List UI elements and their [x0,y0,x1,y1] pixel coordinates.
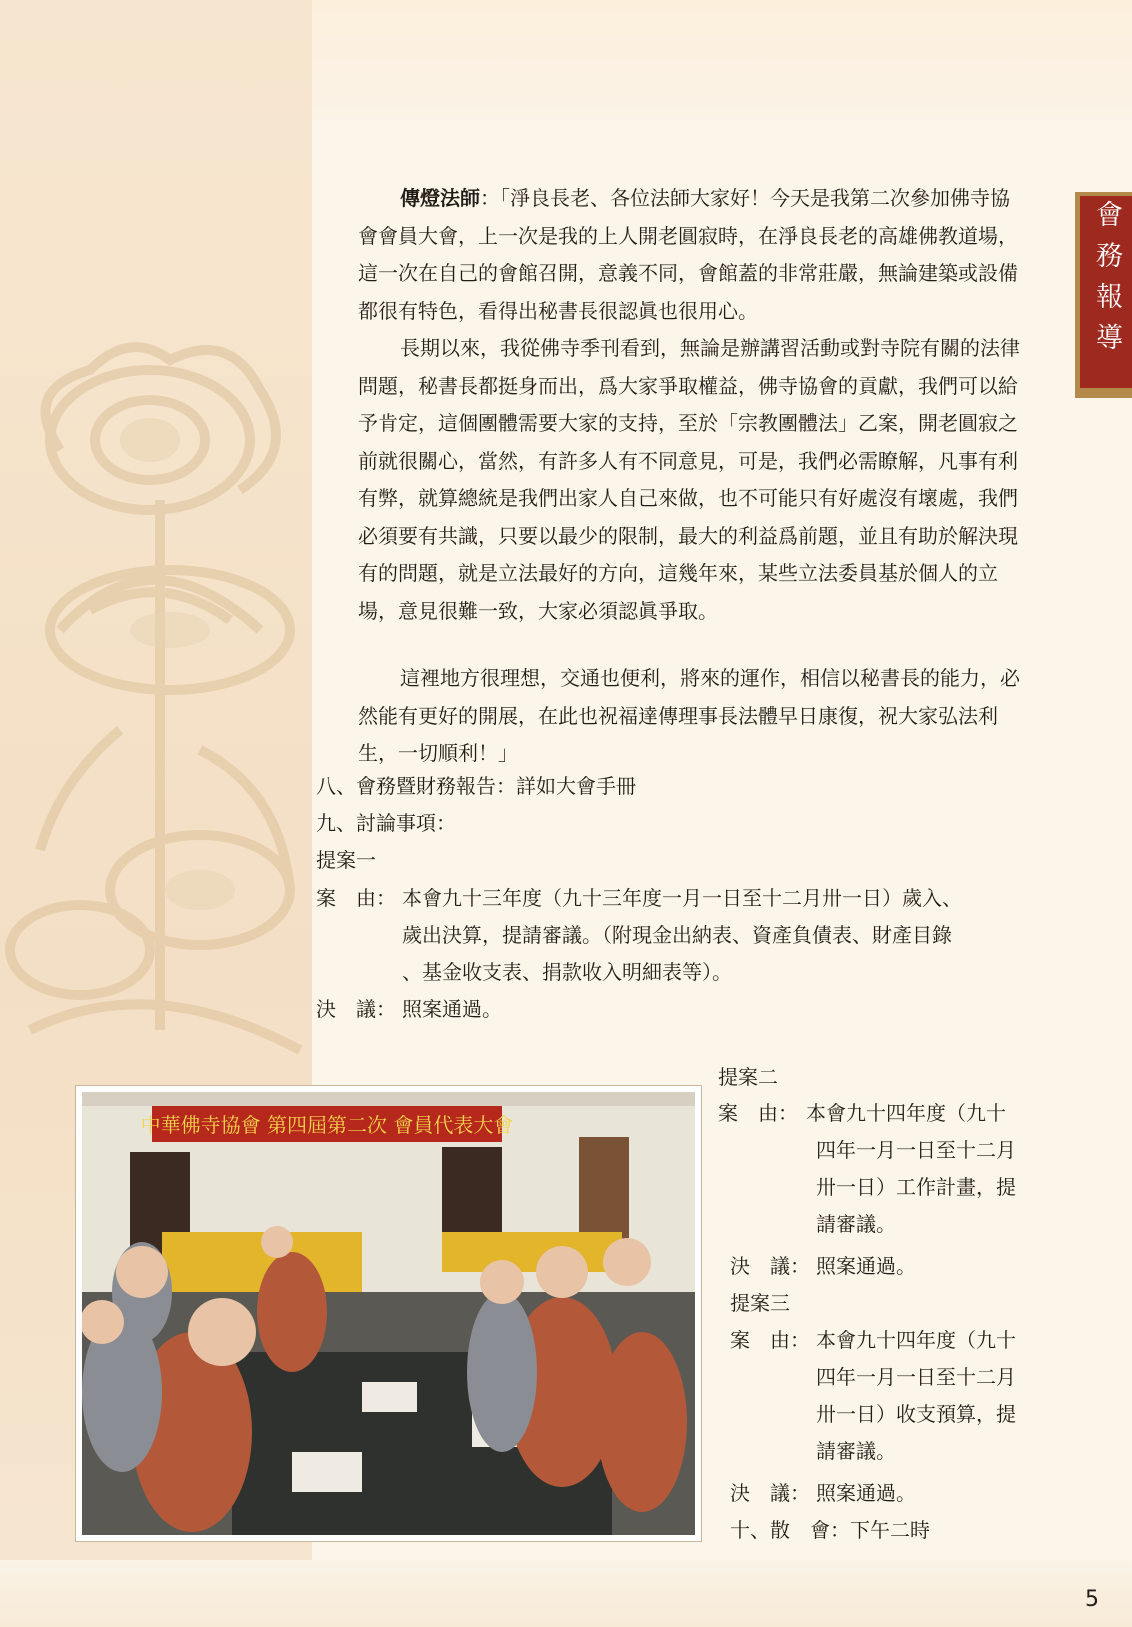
item-8: 八、會務暨財務報告：詳如大會手冊 [316,774,636,798]
proposal-2-resolution-label: 決 議： [730,1254,810,1278]
photo-banner-text: 中華佛寺協會 第四屆第二次 會員代表大會 [140,1113,514,1137]
bottom-decorative-band [0,1560,1132,1627]
meeting-scene-icon [82,1092,695,1535]
proposal-3-reason-line-3: 卅一日）收支預算，提 [816,1402,1016,1426]
proposal-1-reason-line-2: 歲出決算，提請審議。（附現金出納表、資產負債表、財產目錄 [402,923,952,947]
proposal-2-reason-line-3: 卅一日）工作計畫，提 [816,1175,1016,1199]
speech-text-1: ：「淨良長老、各位法師大家好！今天是我第二次參加佛寺協會會員大會，上一次是我的上人開老圓寂時，在淨良長老的高雄佛教道場，這一次在自己的會館召開，意義不同，會館蓋的非常莊嚴，無論建築或設備都很有特色，看得出秘書長很認眞也很用心。 [358,186,1018,323]
proposal-1-reason-label: 案 由： [316,886,396,910]
proposal-2-resolution: 照案通過。 [816,1254,916,1278]
speech-paragraph-3: 這裡地方很理想，交通也便利，將來的運作，相信以秘書長的能力，必然能有更好的開展，在此也祝福達傳理事長法體早日康復，祝大家弘法利生，一切順利！」 [358,666,1020,765]
proposal-3-title: 提案三 [730,1291,790,1315]
page-number: 5 [1085,1587,1099,1612]
proposal-2-reason-line-2: 四年一月一日至十二月 [816,1138,1016,1162]
meeting-photo-image [82,1092,695,1535]
speaker-name: 傳燈法師 [400,186,480,210]
proposal-2-reason-line-1: 本會九十四年度（九十 [806,1101,1006,1125]
speech-paragraph-1 [358,180,1028,330]
proposal-1-resolution: 照案通過。 [402,997,502,1021]
speech-paragraph-2: 長期以來，我從佛寺季刊看到，無論是辦講習活動或對寺院有關的法律問題，秘書長都挺身而出，爲大家爭取權益，佛寺協會的貢獻，我們可以給予肯定，這個團體需要大家的支持，至於「宗教團體法」乙案，開老圓寂之前就很關心，當然，有許多人有不同意見，可是，我們必需瞭解，凡事有利有弊，就算總統是我們出家人自己來做，也不可能只有好處沒有壞處，我們必須要有共識，只要以最少的限制，最大的利益爲前題，並且有助於解決現有的問題，就是立法最好的方向，這幾年來，某些立法委員基於個人的立場，意見很難一致，大家必須認眞爭取。 [358,336,1020,623]
proposal-3-reason-line-1: 本會九十四年度（九十 [816,1328,1016,1352]
proposal-3-reason-label: 案 由： [730,1328,810,1352]
proposal-2-reason-line-4: 請審議。 [816,1212,896,1236]
proposal-1-title: 提案一 [316,848,376,872]
top-decorative-band [312,0,1132,120]
proposal-1-reason-line-1: 本會九十三年度（九十三年度一月一日至十二月卅一日）歲入、 [402,886,962,910]
proposal-3-resolution-label: 決 議： [730,1481,810,1505]
proposal-1-reason-line-3: 、基金收支表、捐款收入明細表等）。 [402,960,732,984]
proposal-1-resolution-label: 決 議： [316,997,396,1021]
proposal-3-reason-line-2: 四年一月一日至十二月 [816,1365,1016,1389]
item-9: 九、討論事項： [316,811,456,835]
section-tab-label: 會務報導 [1091,200,1122,364]
proposal-2-title: 提案二 [718,1065,778,1089]
meeting-photo [76,1086,701,1541]
item-10: 十、散 會：下午二時 [730,1518,930,1542]
lotus-watermark-icon [0,330,320,1090]
proposal-3-resolution: 照案通過。 [816,1481,916,1505]
proposal-2-reason-label: 案 由： [718,1101,798,1125]
proposal-3-reason-line-4: 請審議。 [816,1439,896,1463]
